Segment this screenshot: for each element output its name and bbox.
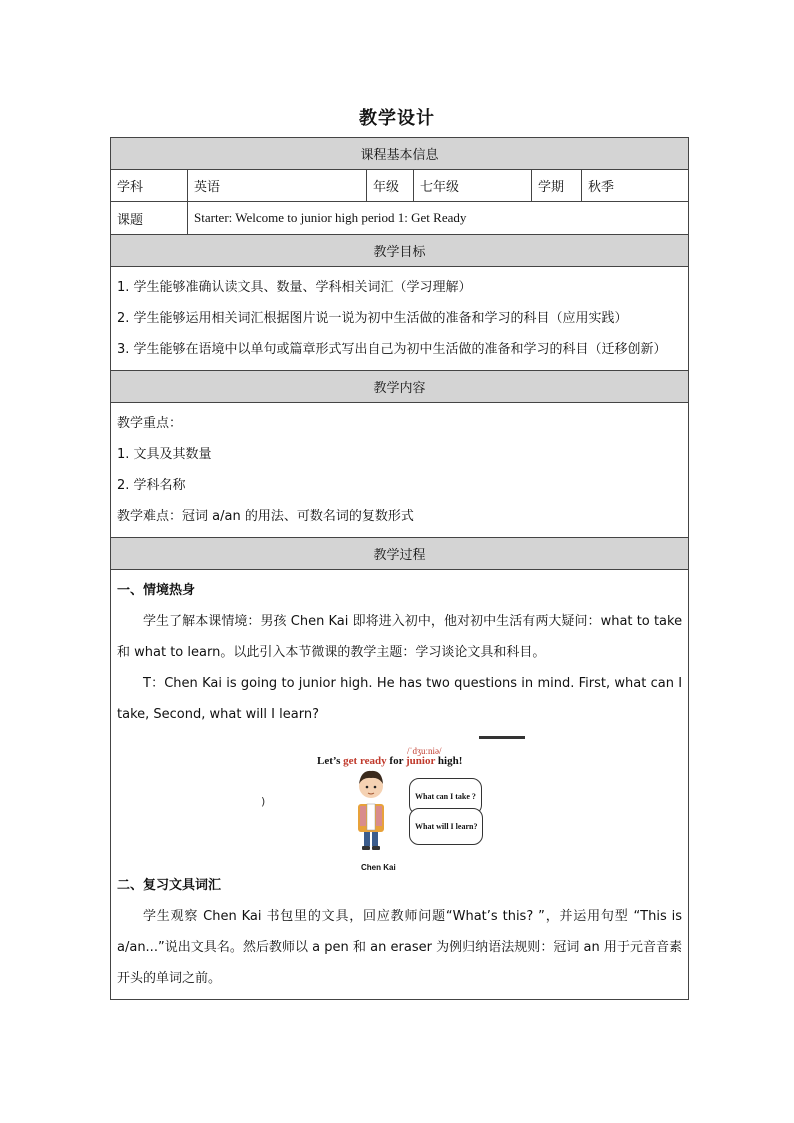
section1-paragraph: 学生了解本课情境：男孩 Chen Kai 即将进入初中，他对初中生活有两大疑问：what to take和 what to learn。以此引入本节微课的教学主题：学习谈论文具和科目。 (117, 614, 683, 660)
grade-value: 七年级 (414, 170, 532, 202)
page-title: 教学设计 (359, 108, 435, 129)
title-part: for (386, 755, 407, 767)
title-part-highlight: junior (406, 755, 436, 767)
section2-title: 二、复习文具词汇 (117, 878, 222, 893)
topic-value: Starter: Welcome to junior high period 1: Get Ready (188, 202, 689, 235)
subject-value: 英语 (188, 170, 367, 202)
key-points-label: 教学重点： (117, 416, 183, 431)
section2-paragraph: 学生观察 Chen Kai 书包里的文具，回应教师问题“What’s this? ”，并运用句型 “This is a/an...”说出文具名。然后教师以 a pen 和 an eraser 为例归纳语法规则：冠词 an 用于元音音素开头的单词之前。 (117, 909, 683, 986)
key-point-item: 2. 学科名称 (117, 478, 186, 493)
title-part: Let’s (317, 755, 344, 767)
content-header: 教学内容 (111, 371, 689, 403)
stray-parenthesis: ) (261, 795, 266, 808)
boy-character-icon (351, 766, 391, 852)
objective-item: 3. 学生能够在语境中以单句或篇章形式写出自己为初中生活做的准备和学习的科目（迁移创新） (117, 342, 667, 357)
speech-bubble: What can I take ? (409, 778, 482, 815)
lesson-illustration (117, 734, 682, 872)
objective-item: 1. 学生能够准确认读文具、数量、学科相关词汇（学习理解） (117, 280, 472, 295)
speech-bubble: What will I learn? (409, 808, 483, 845)
basic-info-header: 课程基本信息 (111, 138, 689, 170)
section1-title: 一、情境热身 (117, 583, 196, 598)
topic-label: 课题 (111, 202, 188, 235)
process-cell (111, 570, 689, 1000)
subject-label: 学科 (111, 170, 188, 202)
term-label: 学期 (532, 170, 582, 202)
key-point-item: 1. 文具及其数量 (117, 447, 212, 462)
phonetic-label: /ˈdʒuːniə/ (407, 746, 442, 756)
content-cell (111, 403, 689, 538)
grade-label: 年级 (367, 170, 414, 202)
term-value: 秋季 (582, 170, 689, 202)
process-header: 教学过程 (111, 538, 689, 570)
character-name: Chen Kai (361, 863, 396, 872)
objectives-cell (111, 267, 689, 371)
objectives-header: 教学目标 (111, 235, 689, 267)
section1-dialogue: T：Chen Kai is going to junior high. He has two questions in mind. First, what can I take, Second, what will I learn? (117, 676, 683, 722)
title-part-highlight: get ready (343, 755, 387, 767)
title-part: high! (435, 755, 463, 767)
difficulty-text: 教学难点：冠词 a/an 的用法、可数名词的复数形式 (117, 509, 414, 524)
decorative-bar (479, 736, 525, 739)
lesson-plan-table (110, 137, 689, 1000)
objective-item: 2. 学生能够运用相关词汇根据图片说一说为初中生活做的准备和学习的科目（应用实践） (117, 311, 628, 326)
